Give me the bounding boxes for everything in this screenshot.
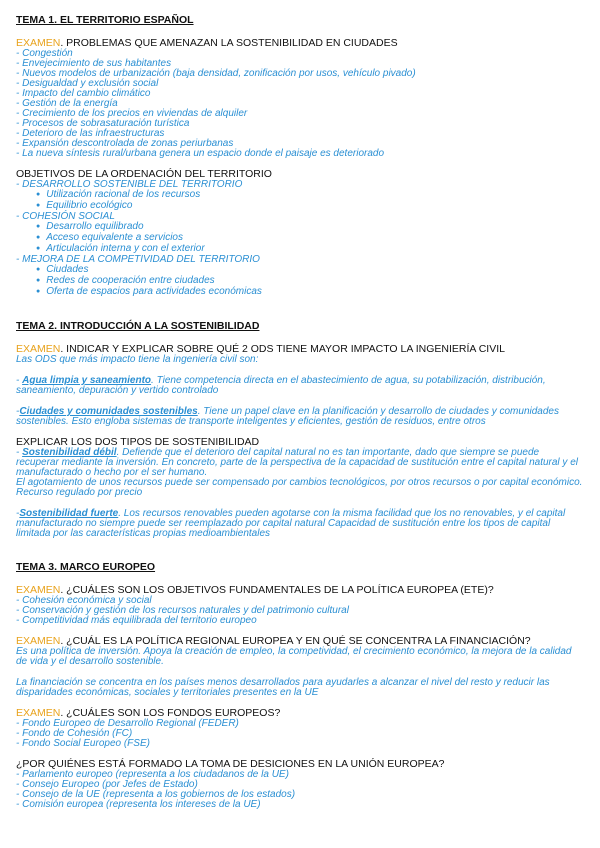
- tema1-q1: [16, 37, 584, 159]
- tema3-q2: [16, 635, 584, 698]
- answer-paragraph: La financiación se concentra en los países menos desarrollados para ayudarles a alcanzar el nivel del resto y reducir las disparidades económicas, sociales y territoriales presentes en la UE: [16, 677, 550, 698]
- tema1-title: TEMA 1. EL TERRITORIO ESPAÑOL: [16, 14, 194, 26]
- list-item: - Nuevos modelos de urbanización (baja densidad, zonificación por usos, vehículo pivado): [16, 68, 416, 79]
- list-item: - Consejo de la UE (representa a los gobiernos de los estados): [16, 789, 296, 800]
- list-item: - Parlamento europeo (representa a los ciudadanos de la UE): [16, 769, 289, 780]
- answer-paragraph: - Sostenibilidad débil. Defiende que el deterioro del capital natural no es tan importante, dado que siempre se puede recuperar mediante la inversión. En concreto, parte de la perspectiva de la capacidad de sustitución entre el capital natural y el manufacturado o hecho por el ser humano.: [16, 447, 578, 478]
- answer-intro: Las ODS que más impacto tiene la ingeniería civil son:: [16, 354, 259, 365]
- sub-item: ● Desarrollo equilibrado: [16, 222, 584, 233]
- tema2-q2: [16, 436, 584, 539]
- answer-paragraph: El agotamiento de unos recursos puede ser compensado por cambios tecnológicos, por otros recursos o por capital económico. Recurso regulado por precio: [16, 477, 583, 498]
- sub-item: ● Articulación interna y con el exterior: [16, 244, 584, 255]
- question-heading: EXAMEN. ¿CUÁL ES LA POLÍTICA REGIONAL EUROPEA Y EN QUÉ SE CONCENTRA LA FINANCIACIÓN?: [16, 635, 531, 647]
- exam-tag: EXAMEN: [16, 343, 61, 355]
- question-heading: EXAMEN. ¿CUÁLES SON LOS FONDOS EUROPEOS?: [16, 707, 281, 719]
- list-item: - Procesos de sobrasaturación turística: [16, 118, 190, 129]
- tema2-title: TEMA 2. INTRODUCCIÓN A LA SOSTENIBILIDAD: [16, 320, 260, 332]
- answer-paragraph: -Ciudades y comunidades sostenibles. Tiene un papel clave en la planificación y desarrollo de ciudades y comunidades sostenibles. Esto engloba sistemas de transporte inteligentes y eficientes, gestión de residuos, entre otros: [16, 406, 559, 427]
- group-heading: - DESARROLLO SOSTENIBLE DEL TERRITORIO: [16, 179, 243, 190]
- list-item: - Envejecimiento de sus habitantes: [16, 58, 172, 69]
- exam-tag: EXAMEN: [16, 584, 61, 596]
- list-item: - Expansión descontrolada de zonas periurbanas: [16, 138, 234, 149]
- sub-item: ● Oferta de espacios para actividades económicas: [16, 287, 584, 298]
- exam-tag: EXAMEN: [16, 707, 61, 719]
- list-item: - Fondo Europeo de Desarrollo Regional (FEDER): [16, 718, 239, 729]
- sub-item: ● Utilización racional de los recursos: [16, 190, 584, 201]
- list-item: - Cohesión económica y social: [16, 595, 152, 606]
- sub-item: ● Ciudades: [16, 265, 584, 276]
- list-item: - Gestión de la energía: [16, 98, 118, 109]
- sub-item: ● Acceso equivalente a servicios: [16, 233, 584, 244]
- group-heading: - COHESIÓN SOCIAL: [16, 211, 115, 222]
- list-item: - La nueva síntesis rural/urbana genera un espacio donde el paisaje es deteriorado: [16, 148, 385, 159]
- answer-paragraph: - Agua limpia y saneamiento. Tiene competencia directa en el abastecimiento de agua, su potabilización, distribución, saneamiento, depuración y vertido controlado: [16, 375, 546, 396]
- question-heading: EXAMEN. ¿CUÁLES SON LOS OBJETIVOS FUNDAMENTALES DE LA POLÍTICA EUROPEA (ETE)?: [16, 584, 494, 596]
- answer-paragraph: Es una política de inversión. Apoya la creación de empleo, la competividad, el crecimiento económico, la mejora de la calidad de vida y el desarrollo sostenible.: [16, 646, 572, 667]
- question-heading: OBJETIVOS DE LA ORDENACIÓN DEL TERRITORIO: [16, 168, 272, 180]
- list-item: - Consejo Europeo (por Jefes de Estado): [16, 779, 198, 790]
- question-heading: ¿POR QUIÉNES ESTÁ FORMADO LA TOMA DE DESICIONES EN LA UNIÓN EUROPEA?: [16, 758, 445, 770]
- tema3-q1: [16, 584, 584, 626]
- list-item: - Comisión europea (representa los intereses de la UE): [16, 799, 261, 810]
- tema2-q1: [16, 343, 584, 427]
- answer-paragraph: -Sostenibilidad fuerte. Los recursos renovables pueden agotarse con la misma facilidad que los no renovables, y el capital manufacturado no siempre puede ser reemplazado por capital natural Capacidad de sustitución entre los tipos de capital limitada por las características propias medioambientales: [16, 508, 566, 539]
- tema3-q3: [16, 707, 584, 749]
- question-heading: EXAMEN. PROBLEMAS QUE AMENAZAN LA SOSTENIBILIDAD EN CIUDADES: [16, 37, 398, 49]
- question-heading: EXAMEN. INDICAR Y EXPLICAR SOBRE QUÉ 2 ODS TIENE MAYOR IMPACTO LA INGENIERÍA CIVIL: [16, 343, 505, 355]
- list-item: - Conservación y gestión de los recursos naturales y del patrimonio cultural: [16, 605, 349, 616]
- tema3-q4: [16, 758, 584, 810]
- tema1-q2: [16, 168, 584, 298]
- list-item: - Fondo Social Europeo (FSE): [16, 738, 150, 749]
- list-item: - Fondo de Cohesión (FC): [16, 728, 133, 739]
- exam-tag: EXAMEN: [16, 37, 61, 49]
- list-item: - Competitividad más equilibrada del territorio europeo: [16, 615, 257, 626]
- sub-item: ● Redes de cooperación entre ciudades: [16, 276, 584, 287]
- exam-tag: EXAMEN: [16, 635, 61, 647]
- list-item: - Crecimiento de los precios en viviendas de alquiler: [16, 108, 248, 119]
- sub-item: ● Equilibrio ecológico: [16, 201, 584, 212]
- list-item: - Congestión: [16, 48, 73, 59]
- question-heading: EXPLICAR LOS DOS TIPOS DE SOSTENIBILIDAD: [16, 436, 260, 448]
- group-heading: - MEJORA DE LA COMPETIVIDAD DEL TERRITORIO: [16, 254, 260, 265]
- list-item: - Impacto del cambio climático: [16, 88, 151, 99]
- list-item: - Desigualdad y exclusión social: [16, 78, 159, 89]
- list-item: - Deterioro de las infraestructuras: [16, 128, 165, 139]
- tema3-title: TEMA 3. MARCO EUROPEO: [16, 561, 156, 573]
